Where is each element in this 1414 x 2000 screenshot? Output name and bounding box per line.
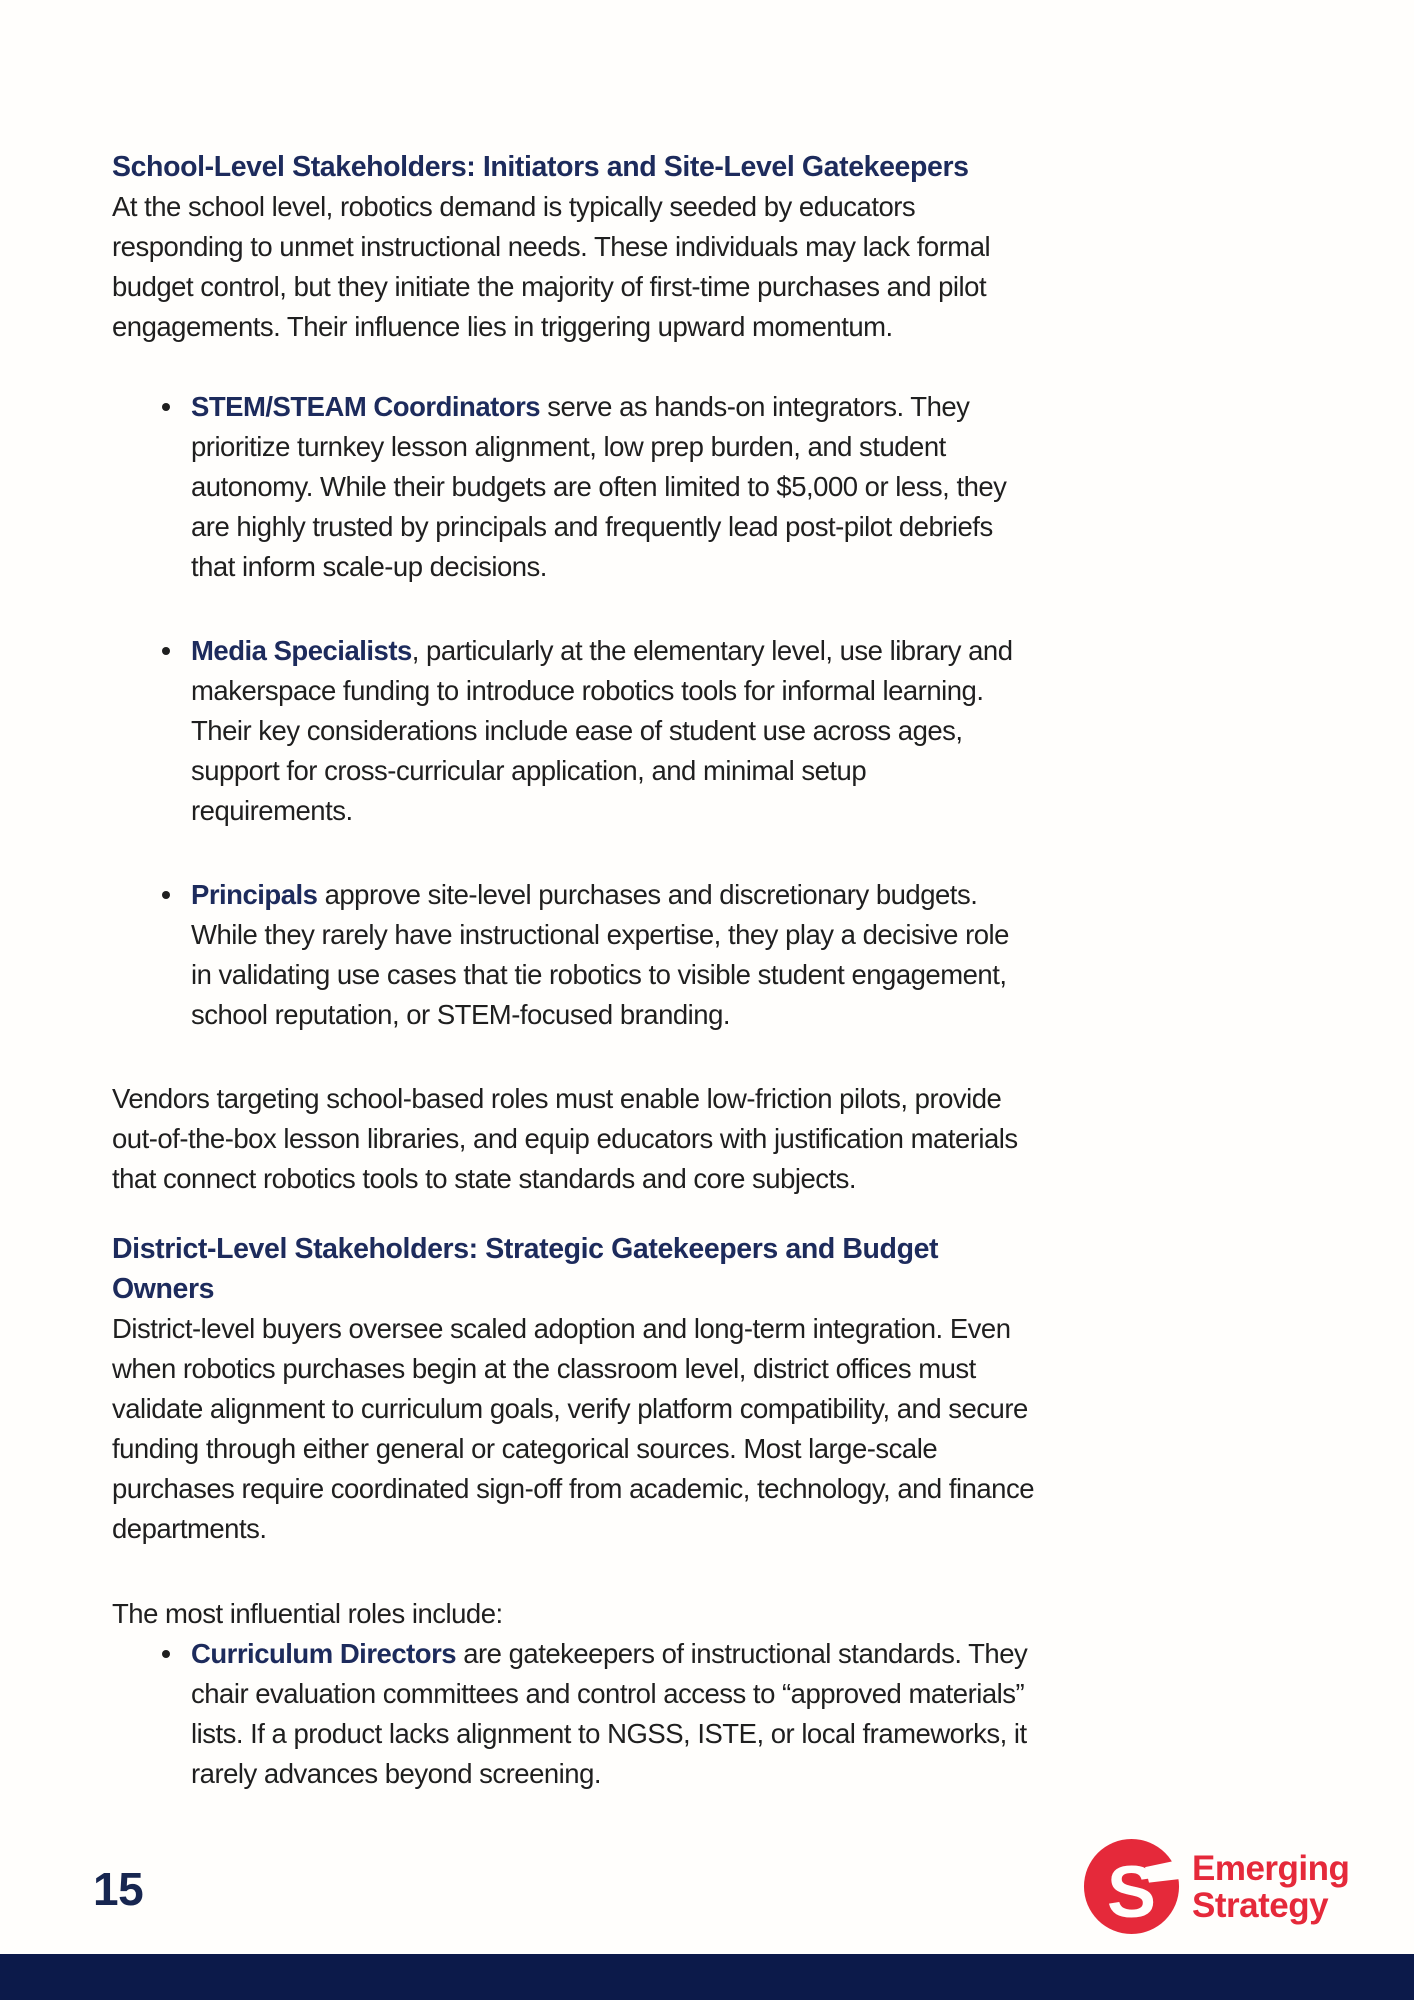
logo-word-line2: Strategy [1192,1885,1329,1925]
bullet-rest: , particularly at the elementary level, use library and makerspace funding to introduce robotics tools for informal learning. Their key considerations include ease of student use across ages, support for cross-curricular application, and minimal setup requirements. [191,635,1013,826]
company-logo [1083,1838,1349,1935]
list-item [162,387,1034,587]
logo-wordmark [1192,1850,1349,1924]
bullet-icon [162,891,170,899]
paragraph-district-intro: District-level buyers oversee scaled adoption and long-term integration. Even when robotics purchases begin at the classroom level, district offices must validate alignment to curriculum goals, verify platform compatibility, and secure funding through either general or categorical sources. Most large-scale purchases require coordinated sign-off from academic, technology, and finance departments. [112,1313,1035,1544]
bullet-text [191,387,1034,587]
bullet-lead: Media Specialists [191,635,412,666]
bullet-icon [162,403,170,411]
footer-bar [0,1954,1414,2000]
school-bullet-list [112,387,1034,1035]
list-item [162,631,1034,831]
district-bullet-list [112,1634,1034,1794]
bullet-rest: serve as hands-on integrators. They prioritize turnkey lesson alignment, low prep burden, and student autonomy. While their budgets are often limited to $5,000 or less, they are highly trusted by principals and frequently lead post-pilot debriefs that inform scale-up decisions. [191,391,1007,582]
bullet-rest: are gatekeepers of instructional standards. They chair evaluation committees and control access to “approved materials” lists. If a product lacks alignment to NGSS, ISTE, or local frameworks, it rarely advances beyond screening. [191,1638,1028,1789]
logo-letter: S [1106,1849,1157,1933]
paragraph-roles-intro: The most influential roles include: [112,1598,503,1629]
bullet-text [191,1634,1034,1794]
section-school-level [112,147,1034,1199]
section-heading-district: District-Level Stakeholders: Strategic Gatekeepers and Budget Owners [112,1233,939,1305]
bullet-icon [162,647,170,655]
paragraph-school-intro: At the school level, robotics demand is typically seeded by educators responding to unmet instructional needs. These individuals may lack formal budget control, but they initiate the majority of first-time purchases and pilot engagements. Their influence lies in triggering upward momentum. [112,191,991,342]
bullet-lead: STEM/STEAM Coordinators [191,391,541,422]
bullet-lead: Curriculum Directors [191,1638,457,1669]
bullet-lead: Principals [191,879,318,910]
list-item [162,1634,1034,1794]
section-district-level [112,1229,1034,1794]
paragraph-school-outro: Vendors targeting school-based roles must enable low-friction pilots, provide out-of-the-box lesson libraries, and equip educators with justification materials that connect robotics tools to state standards and core subjects. [112,1083,1018,1194]
logo-s-icon [1083,1838,1180,1935]
page-number: 15 [93,1863,144,1915]
bullet-icon [162,1650,170,1658]
bullet-rest: approve site-level purchases and discretionary budgets. While they rarely have instructional expertise, they play a decisive role in validating use cases that tie robotics to visible student engagement, school reputation, or STEM-focused branding. [191,879,1009,1030]
bullet-text [191,875,1034,1035]
section-heading-school: School-Level Stakeholders: Initiators and Site-Level Gatekeepers [112,151,969,183]
bullet-text [191,631,1034,831]
logo-word-line1: Emerging [1192,1848,1350,1888]
list-item [162,875,1034,1035]
page-content [112,147,1034,1794]
